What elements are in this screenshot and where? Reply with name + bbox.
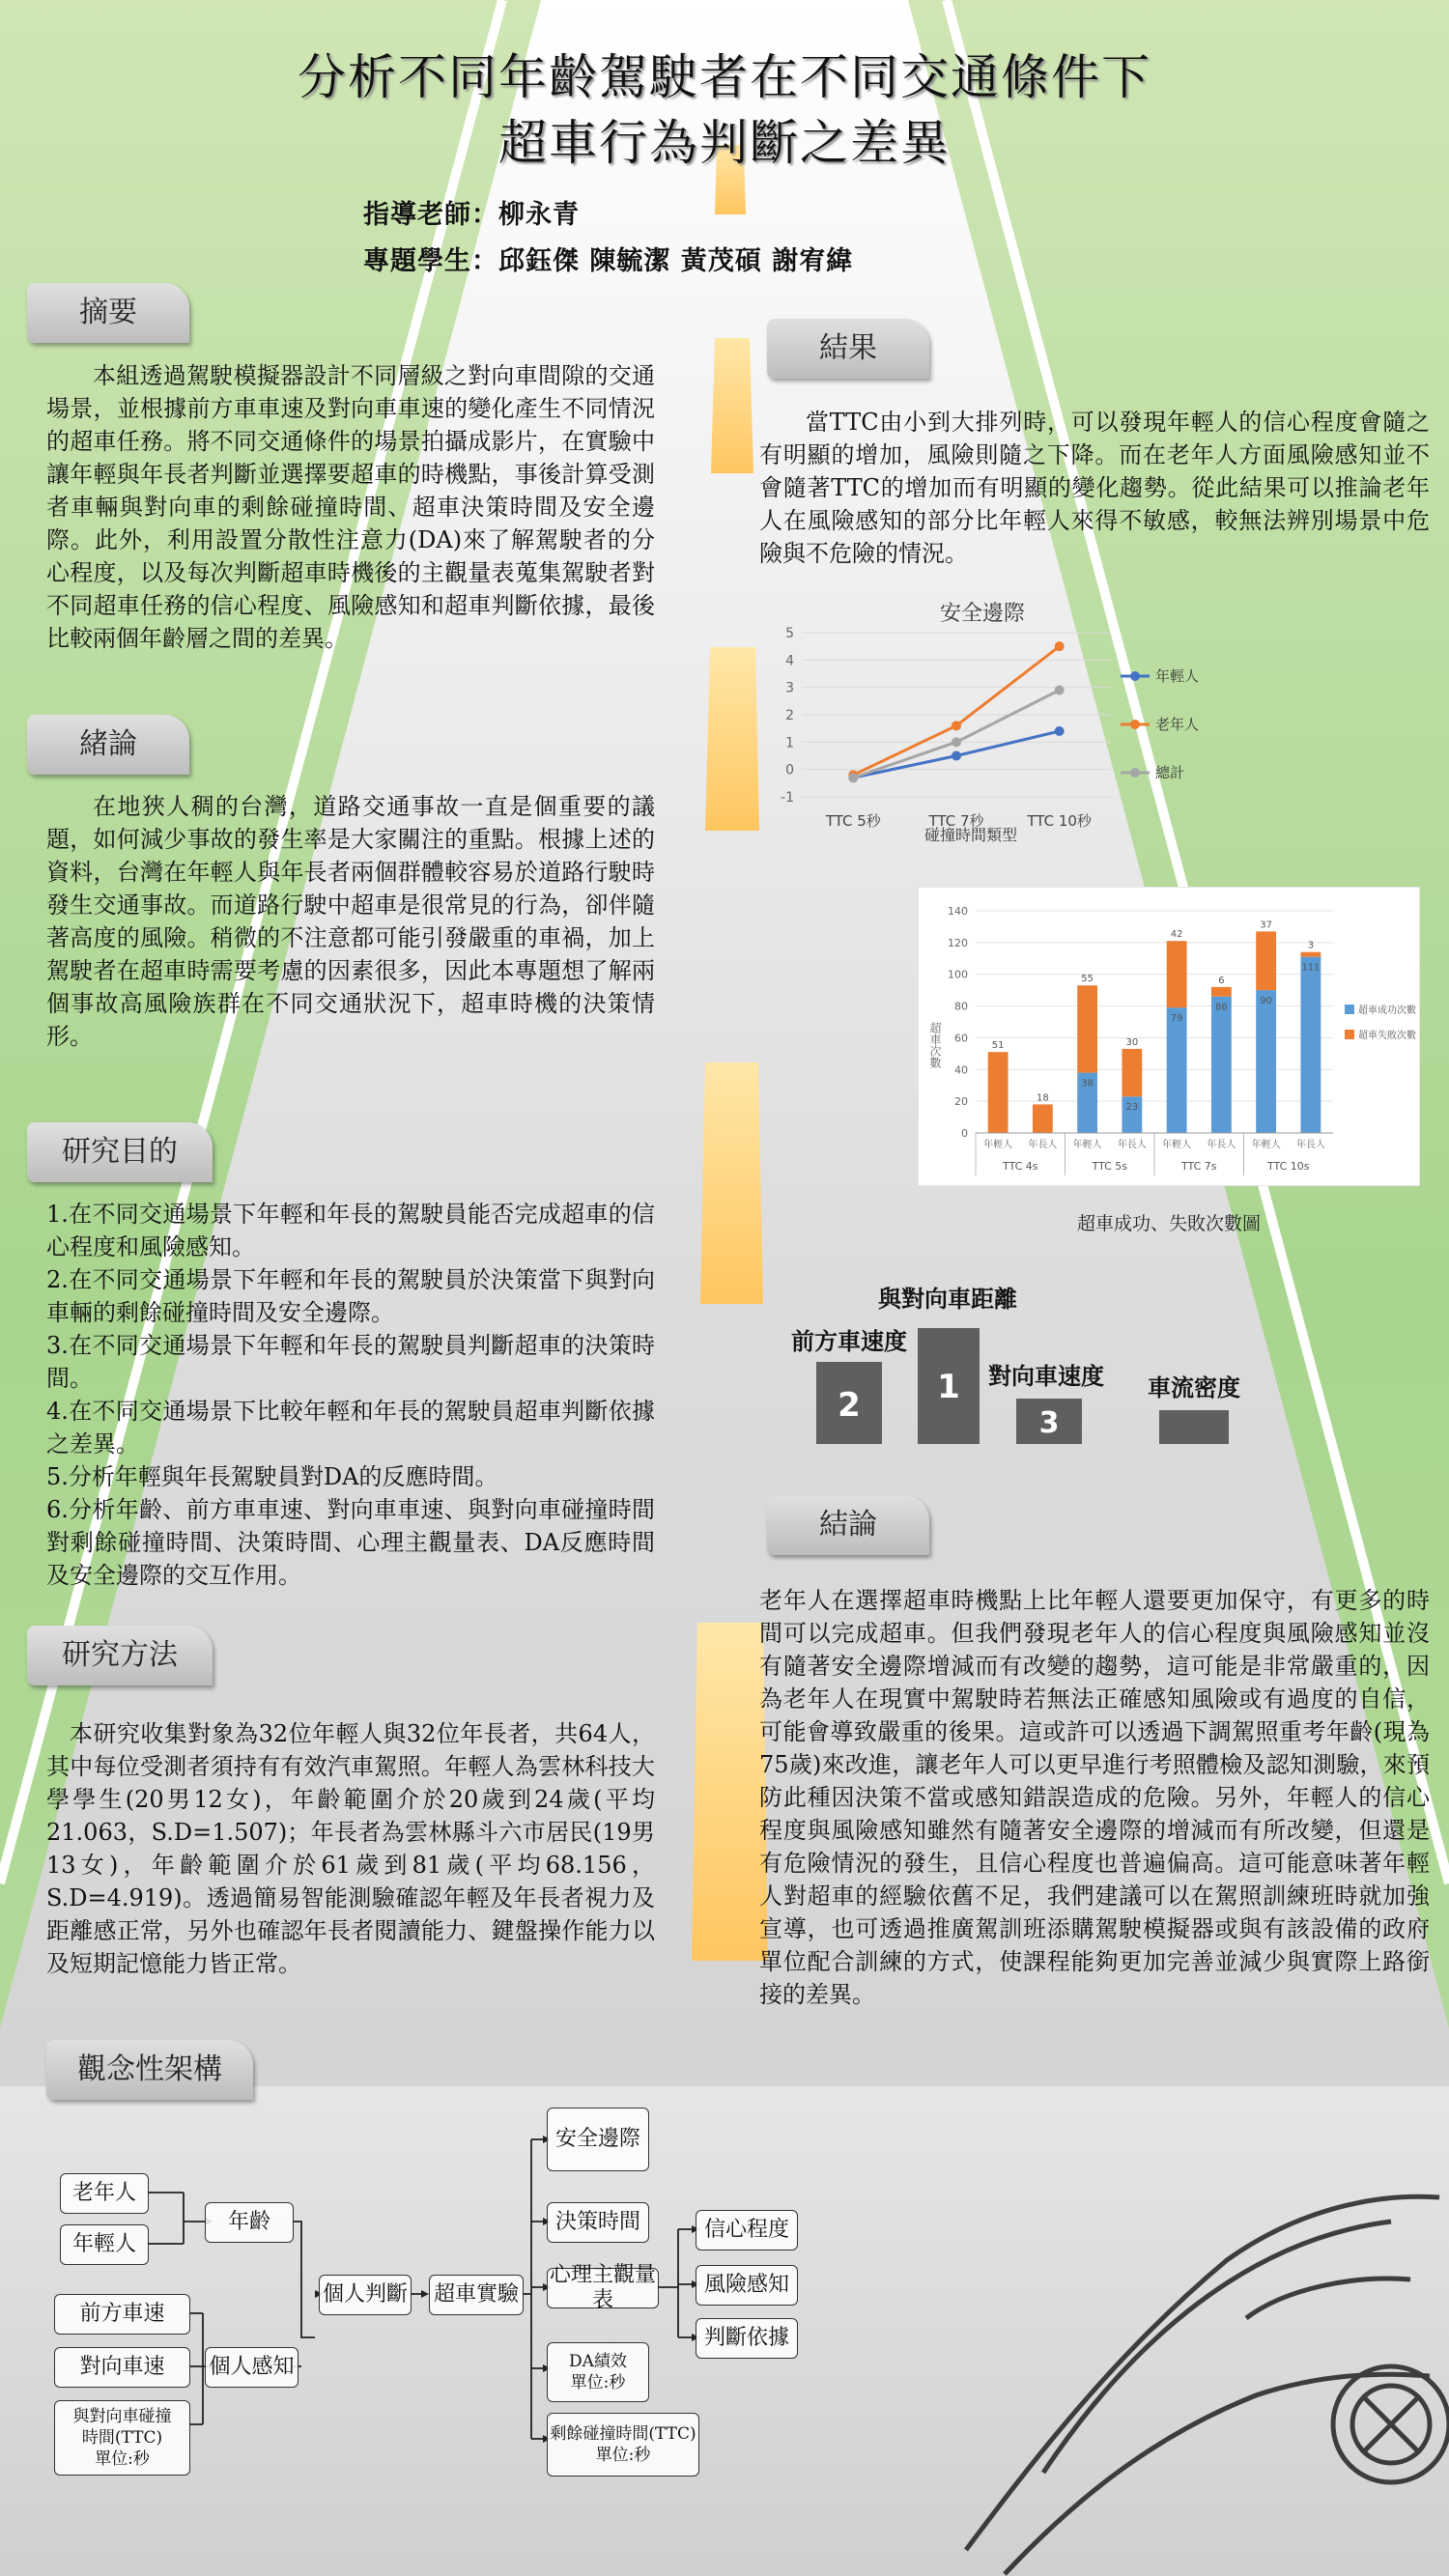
bar-chart-caption: 超車成功、失敗次數圖 — [1076, 1213, 1261, 1234]
abstract-heading: 摘要 — [27, 283, 189, 343]
bar-chart-bar — [1300, 957, 1321, 1133]
bar-chart-bar — [1122, 1049, 1142, 1096]
bar-chart-bar — [1077, 985, 1097, 1072]
bar-chart-bar — [1256, 990, 1276, 1133]
line-chart-xlabel: 碰撞時間類型 — [923, 826, 1018, 844]
factor-distance-label: 與對向車距離 — [878, 1286, 1017, 1313]
bar-chart-xtick: 年輕人 — [1162, 1140, 1192, 1150]
line-chart-ytick: -1 — [781, 790, 794, 806]
traffic-factor-diagram — [773, 1285, 1275, 1458]
abstract-text — [46, 359, 655, 655]
bar-chart-ytick: 140 — [948, 905, 968, 918]
line-chart-series-line — [853, 691, 1059, 778]
purpose-item: 4.在不同交通場景下比較年輕和年長的駕駛員超車判斷依據之差異。 — [46, 1398, 655, 1458]
bar-chart-legend-label: 超車失敗次數 — [1358, 1031, 1416, 1041]
node-da-line1: DA績效 — [569, 2352, 627, 2371]
conclusion-text — [759, 1584, 1430, 2011]
bar-chart-ylabel: 超車次數 — [928, 1022, 942, 1068]
line-chart-ytick: 1 — [785, 735, 794, 751]
bar-chart-xtick: 年長人 — [1295, 1140, 1325, 1150]
bar-chart-ytick: 100 — [948, 968, 968, 981]
conclusion-paragraph: 老年人在選擇超車時機點上比年輕人還要更加保守，有更多的時間可以完成超車。但我們發現老年人的信心程度與風險感知並沒有隨著安全邊際增減而有改變的趨勢，這可能是非常嚴重的，因為老年人在現實中駕駛時若無法正確感知風險或有過度的自信，可能會導致嚴重的後果。這或許可以透過下調駕照重考年齡(現為75歲)來改進，讓老年人可以更早進行考照體檢及認知測驗，來預防此種因決策不當或感知錯誤造成的危險。另外，年輕人的信心程度與風險感知雖然有隨著安全邊際的增減而有所改變，但還是有危險情況的發生，且信心程度也普遍偏高。這可能意味著年輕人對超車的經驗依舊不足，我們建議可以在駕照訓練班時就加強宣導，也可透過推廣駕訓班添購駕駛模擬器或與有該設備的政府單位配合訓練的方式，使課程能夠更加完善並減少與實際上路銜接的差異。 — [759, 1587, 1430, 2008]
bar-chart-legend-label: 超車成功次數 — [1358, 1005, 1416, 1016]
bar-chart-bar — [1256, 931, 1276, 990]
line-chart-xtick: TTC 5秒 — [825, 812, 881, 830]
node-psych-scale: 心理主觀量表 — [547, 2268, 659, 2308]
line-chart-legend-marker — [1130, 768, 1140, 778]
line-chart-ytick: 4 — [785, 653, 794, 669]
bar-chart-value-label: 86 — [1215, 1002, 1228, 1013]
bar-chart-value-label: 38 — [1081, 1078, 1094, 1090]
factor-oncoming-label: 對向車速度 — [988, 1363, 1104, 1390]
bar-chart-xtick: 年長人 — [1207, 1140, 1236, 1150]
bar-chart-value-label: 23 — [1125, 1102, 1139, 1114]
bar-chart-value-label: 111 — [1301, 962, 1321, 974]
node-confidence: 信心程度 — [696, 2210, 798, 2250]
abstract-paragraph: 本組透過駕駛模擬器設計不同層級之對向車間隙的交通場景，並根據前方車車速及對向車車速的變化產生不同情況的超車任務。將不同交通條件的場景拍攝成影片，在實驗中讓年輕與年長者判斷並選擇要超車的時機點，事後計算受測者車輛與對向車的剩餘碰撞時間、超車決策時間及安全邊際。此外，利用設置分散性注意力(DA)來了解駕駛者的分心程度，以及每次判斷超車時機後的主觀量表蒐集駕駛者對不同超車任務的信心程度、風險感知和超車判斷依據，最後比較兩個年齡層之間的差異。 — [46, 362, 655, 652]
line-chart-ytick: 0 — [785, 762, 794, 778]
line-chart-point — [1055, 726, 1065, 736]
bar-chart-legend-swatch — [1345, 1005, 1354, 1014]
node-decision-time: 決策時間 — [547, 2202, 649, 2243]
line-chart-point — [952, 721, 961, 730]
poster-title-line1: 分析不同年齡駕駛者在不同交通條件下 — [298, 49, 1151, 105]
node-safety-margin: 安全邊際 — [547, 2108, 649, 2171]
node-elder: 老年人 — [60, 2173, 149, 2214]
bar-chart-bar — [1167, 941, 1187, 1007]
node-da — [547, 2342, 649, 2402]
factor-front-label: 前方車速度 — [791, 1328, 907, 1355]
bar-chart-value-label: 30 — [1125, 1036, 1139, 1048]
bar-chart-legend-swatch — [1345, 1030, 1354, 1039]
intro-paragraph: 在地狹人稠的台灣，道路交通事故一直是個重要的議題，如何減少事故的發生率是大家關注的重點。根據上述的資料，台灣在年輕人與年長者兩個群體較容易於道路行駛時發生交通事故。而道路行駛中超車是很常見的行為，卻伴隨著高度的風險。稍微的不注意都可能引發嚴重的車禍，加上駕駛者在超車時需要考慮的因素很多，因此本專題想了解兩個事故高風險族群在不同交通狀況下，超車時機的決策情形。 — [46, 793, 655, 1050]
factor-rank-1: 1 — [937, 1368, 960, 1406]
intro-heading: 緒論 — [27, 715, 189, 775]
line-chart-point — [1055, 686, 1065, 695]
node-ttc — [54, 2400, 190, 2476]
bar-chart-group-label: TTC 10s — [1266, 1160, 1310, 1173]
node-remaining-ttc-line1: 剩餘碰撞時間(TTC) — [550, 2424, 696, 2444]
purpose-item: 3.在不同交通場景下年輕和年長的駕駛員判斷超車的決策時間。 — [46, 1332, 655, 1392]
purpose-item: 2.在不同交通場景下年輕和年長的駕駛員於決策當下與對向車輛的剩餘碰撞時間及安全邊際。 — [46, 1266, 655, 1326]
node-age: 年齡 — [205, 2202, 294, 2243]
factor-rank-2: 2 — [838, 1386, 861, 1425]
bar-chart-ytick: 40 — [954, 1063, 968, 1077]
students: 專題學生：邱鈺傑 陳毓潔 黃茂碩 謝宥緯 — [363, 246, 854, 276]
bar-chart-value-label: 6 — [1218, 975, 1225, 986]
line-chart-title: 安全邊際 — [939, 602, 1026, 626]
factor-rank-3: 3 — [1038, 1406, 1060, 1440]
bar-chart-ytick: 0 — [961, 1127, 968, 1140]
node-remaining-ttc — [547, 2413, 699, 2477]
bar-chart-value-label: 18 — [1037, 1092, 1049, 1104]
line-chart-point — [952, 751, 961, 761]
bar-chart-group-label: TTC 7s — [1180, 1160, 1217, 1173]
bar-chart-bar — [1167, 1007, 1187, 1133]
node-perception: 個人感知 — [205, 2347, 298, 2388]
node-ttc-line3: 單位:秒 — [95, 2449, 150, 2469]
node-oncoming-speed: 對向車速 — [54, 2347, 190, 2388]
bar-chart-xtick: 年長人 — [1117, 1140, 1147, 1150]
bar-chart-value-label: 3 — [1307, 940, 1315, 951]
bar-chart-ytick: 80 — [954, 1000, 968, 1013]
factor-density-label: 車流密度 — [1148, 1374, 1240, 1401]
bar-chart-value-label: 42 — [1170, 929, 1183, 941]
bar-chart-xtick: 年輕人 — [1251, 1140, 1281, 1150]
line-chart-legend-marker — [1130, 720, 1140, 729]
line-chart-xtick: TTC 10秒 — [1027, 812, 1092, 830]
results-heading: 結果 — [767, 319, 929, 379]
framework-heading: 觀念性架構 — [46, 2040, 253, 2100]
node-basis: 判斷依據 — [696, 2318, 798, 2359]
purpose-item: 6.分析年齡、前方車車速、對向車車速、與對向車碰撞時間對剩餘碰撞時間、決策時間、心理主觀量表、DA反應時間及安全邊際的交互作用。 — [46, 1496, 655, 1589]
conclusion-heading: 結論 — [767, 1495, 929, 1555]
bar-chart-bar — [988, 1052, 1009, 1133]
bar-chart-group-label: TTC 4s — [1002, 1160, 1038, 1173]
node-front-speed: 前方車速 — [54, 2294, 190, 2335]
line-chart-xtick: TTC 7秒 — [928, 812, 984, 830]
results-text — [759, 406, 1430, 570]
purpose-item: 1.在不同交通場景下年輕和年長的駕駛員能否完成超車的信心程度和風險感知。 — [46, 1201, 655, 1260]
node-remaining-ttc-line2: 單位:秒 — [595, 2446, 651, 2465]
bar-chart-bar — [1211, 987, 1232, 997]
bar-chart-value-label: 55 — [1081, 974, 1094, 985]
line-chart-legend-marker — [1130, 671, 1140, 681]
purpose-list — [46, 1198, 655, 1592]
bar-chart-group-label: TTC 5s — [1092, 1160, 1128, 1173]
method-heading: 研究方法 — [27, 1626, 213, 1685]
bar-chart-bar — [1211, 997, 1232, 1133]
results-paragraph: 當TTC由小到大排列時，可以發現年輕人的信心程度會隨之有明顯的增加，風險則隨之下降。而在老年人方面風險感知並不會隨著TTC的增加而有明顯的變化趨勢。從此結果可以推論老年人在風險感知的部分比年輕人來得不敏感，較無法辨別場景中危險與不危險的情況。 — [759, 409, 1430, 567]
line-chart-legend-label: 年輕人 — [1155, 667, 1200, 685]
method-paragraph: 本研究收集對象為32位年輕人與32位年長者，共64人，其中每位受測者須持有有效汽車駕照。年輕人為雲林科技大學學生(20男12女)，年齡範圍介於20歲到24歲(平均21.063，S.D=1.507)；年長者為雲林縣斗六市居民(19男13女)，年齡範圍介於61歲到81歲(平均68.156，S.D=4.919)。透過簡易智能測驗確認年輕及年長者視力及距離感正常，另外也確認年長者閱讀能力、鍵盤操作能力以及短期記憶能力皆正常。 — [46, 1720, 655, 1977]
node-ttc-line1: 與對向車碰撞 — [72, 2407, 172, 2426]
line-chart-ytick: 2 — [785, 708, 794, 723]
node-young: 年輕人 — [60, 2224, 149, 2265]
bar-chart-ytick: 120 — [948, 936, 968, 949]
node-judgment: 個人判斷 — [319, 2275, 412, 2315]
line-chart-point — [1055, 641, 1065, 651]
method-text — [46, 1717, 655, 1980]
intro-text — [46, 790, 655, 1053]
bar-chart-bar — [1300, 952, 1321, 957]
factor-density-bar — [1159, 1410, 1229, 1444]
bar-chart-value-label: 79 — [1170, 1013, 1183, 1025]
bar-chart-ytick: 60 — [954, 1032, 968, 1045]
node-risk: 風險感知 — [696, 2265, 798, 2306]
line-chart-ytick: 5 — [785, 626, 794, 641]
line-chart-point — [848, 773, 858, 782]
advisor: 指導老師：柳永青 — [363, 200, 580, 230]
line-chart-point — [952, 737, 961, 747]
node-da-line2: 單位:秒 — [570, 2373, 626, 2392]
line-chart-legend-label: 總計 — [1155, 764, 1185, 781]
bar-chart-ytick: 20 — [954, 1095, 968, 1109]
purpose-heading: 研究目的 — [27, 1122, 213, 1182]
bar-chart-bar — [1033, 1104, 1053, 1133]
bar-chart-value-label: 51 — [991, 1040, 1005, 1052]
line-chart-ytick: 3 — [785, 680, 794, 696]
bar-chart-xtick: 年輕人 — [1072, 1140, 1102, 1150]
node-ttc-line2: 時間(TTC) — [81, 2428, 163, 2448]
bar-chart-xtick: 年輕人 — [983, 1140, 1013, 1150]
purpose-item: 5.分析年輕與年長駕駛員對DA的反應時間。 — [46, 1463, 498, 1490]
line-chart-legend-label: 老年人 — [1155, 716, 1200, 733]
bar-chart-value-label: 90 — [1260, 996, 1272, 1007]
safety-margin-line-chart — [773, 599, 1256, 850]
overtake-count-bar-chart — [918, 887, 1420, 1186]
bar-chart-xtick: 年長人 — [1028, 1140, 1058, 1150]
poster-title-line2: 超車行為判斷之差異 — [498, 115, 951, 171]
bar-chart-value-label: 37 — [1260, 920, 1272, 931]
node-experiment: 超車實驗 — [429, 2275, 524, 2315]
